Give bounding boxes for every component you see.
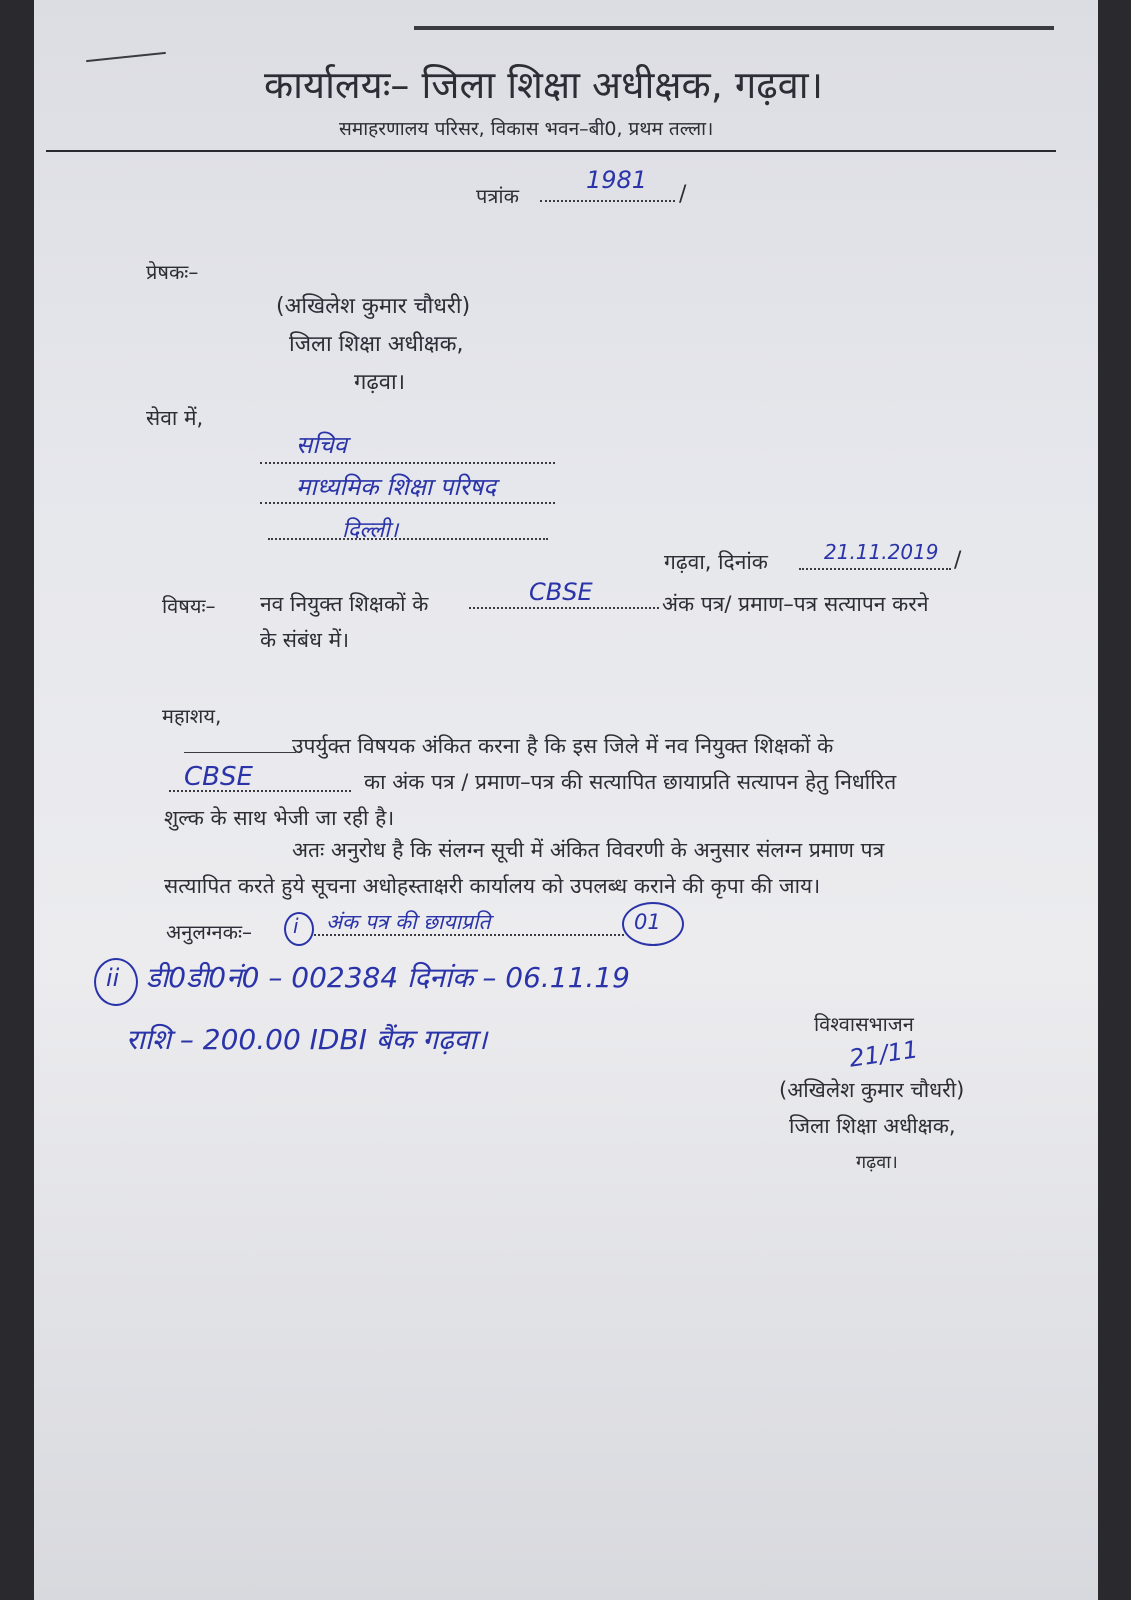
para1-line3: शुल्क के साथ भेजी जा रही है। bbox=[164, 806, 395, 830]
sender-name: (अखिलेश कुमार चौधरी) bbox=[276, 294, 471, 319]
subject-label: विषयः– bbox=[162, 594, 216, 618]
subject-part1: नव नियुक्त शिक्षकों के bbox=[260, 592, 429, 616]
date-value: 21.11.2019 bbox=[824, 540, 939, 564]
letter-number-dots bbox=[540, 200, 675, 202]
recipient-line2: माध्यमिक शिक्षा परिषद bbox=[296, 473, 497, 501]
recipient-dots-3 bbox=[268, 538, 548, 540]
recipient-line3: दिल्ली। bbox=[342, 518, 399, 543]
para1-start-underline bbox=[184, 752, 296, 753]
recipient-label: सेवा में, bbox=[146, 406, 204, 430]
para1-line2: का अंक पत्र / प्रमाण–पत्र की सत्यापित छायाप्रति सत्यापन हेतु निर्धारित bbox=[364, 770, 897, 794]
recipient-dots-1 bbox=[260, 462, 555, 464]
closing: विश्वासभाजन bbox=[814, 1012, 914, 1036]
signature-place: गढ़वा। bbox=[856, 1152, 898, 1173]
para2-line1: अतः अनुरोध है कि संलग्न सूची में अंकित विवरणी के अनुसार संलग्न प्रमाण पत्र bbox=[292, 838, 885, 862]
date-dots bbox=[799, 568, 951, 570]
para1-line1: उपर्युक्त विषयक अंकित करना है कि इस जिले में नव नियुक्त शिक्षकों के bbox=[292, 734, 834, 758]
subject-part2: अंक पत्र/ प्रमाण–पत्र सत्यापन करने bbox=[662, 592, 929, 616]
subject-dots bbox=[469, 607, 659, 609]
corner-mark bbox=[86, 52, 166, 62]
letter-number-suffix: / bbox=[679, 182, 687, 207]
signature-name: (अखिलेश कुमार चौधरी) bbox=[779, 1078, 965, 1102]
letter-number-label: पत्रांक bbox=[476, 184, 519, 208]
para1-fill: CBSE bbox=[184, 762, 253, 792]
recipient-line1: सचिव bbox=[296, 431, 348, 459]
enclosure-item3: राशि – 200.00 IDBI बैंक गढ़वा। bbox=[126, 1023, 488, 1056]
enclosure-item2: डी0डी0नं0 – 002384 दिनांक – 06.11.19 bbox=[146, 961, 630, 994]
enclosure-label: अनुलग्नकः– bbox=[166, 920, 253, 944]
enclosure-item1-count: 01 bbox=[634, 910, 661, 934]
subject-line2: के संबंध में। bbox=[260, 628, 350, 652]
letter-page bbox=[34, 0, 1098, 1600]
recipient-dots-2 bbox=[260, 502, 555, 504]
sender-place: गढ़वा। bbox=[354, 370, 406, 395]
enclosure-item1: अंक पत्र की छायाप्रति bbox=[326, 910, 491, 934]
header-divider bbox=[46, 150, 1056, 152]
para2-line2: सत्यापित करते हुये सूचना अधोहस्ताक्षरी कार्यालय को उपलब्ध कराने की कृपा की जाय। bbox=[164, 874, 821, 898]
top-border-line bbox=[414, 26, 1054, 30]
sender-designation: जिला शिक्षा अधीक्षक, bbox=[289, 332, 464, 357]
enclosure-item1-number-circle bbox=[284, 912, 314, 946]
office-address: समाहरणालय परिसर, विकास भवन–बी0, प्रथम तल्ला। bbox=[339, 118, 714, 140]
enclosure-item2-number: ii bbox=[106, 964, 120, 992]
enclosure-item1-number: i bbox=[293, 914, 299, 938]
date-suffix: / bbox=[954, 548, 962, 573]
salutation: महाशय, bbox=[162, 704, 222, 728]
signature-designation: जिला शिक्षा अधीक्षक, bbox=[789, 1114, 956, 1138]
date-label: गढ़वा, दिनांक bbox=[664, 550, 768, 574]
subject-fill: CBSE bbox=[529, 578, 593, 606]
signature-initials: 21/11 bbox=[847, 1035, 920, 1073]
letter-number-value: 1981 bbox=[586, 166, 648, 194]
office-title: कार्यालयः– जिला शिक्षा अधीक्षक, गढ़वा। bbox=[264, 63, 824, 107]
sender-label: प्रेषकः– bbox=[146, 260, 199, 284]
